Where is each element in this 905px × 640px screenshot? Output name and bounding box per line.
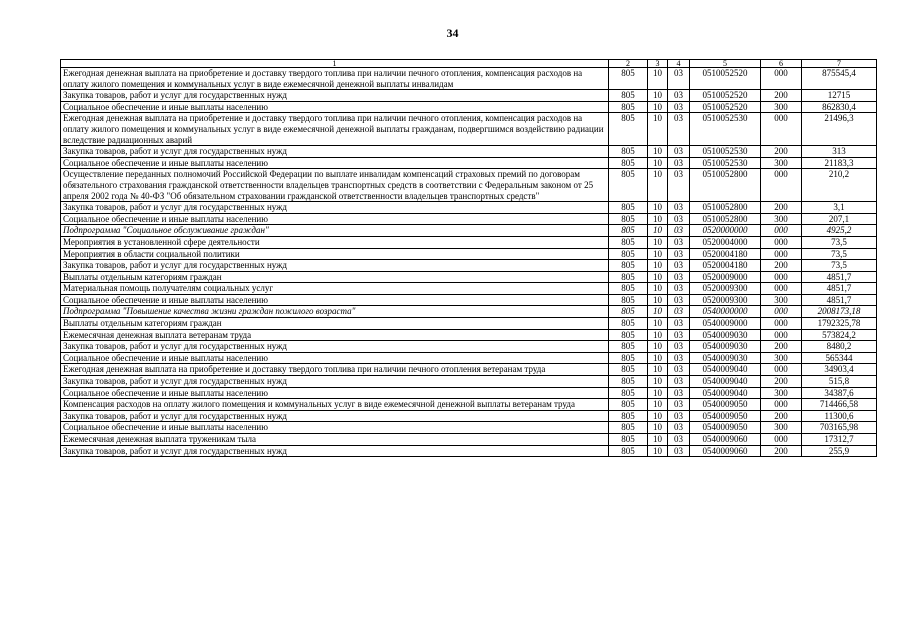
row-name: Социальное обеспечение и иные выплаты населению bbox=[61, 387, 609, 399]
row-section-code: 10 bbox=[648, 329, 668, 341]
table-row bbox=[61, 410, 877, 422]
table-body bbox=[61, 68, 877, 457]
row-amount: 21496,3 bbox=[802, 113, 877, 146]
table-row bbox=[61, 387, 877, 399]
table-row bbox=[61, 422, 877, 434]
row-name: Мероприятия в области социальной политики bbox=[61, 248, 609, 260]
row-name: Закупка товаров, работ и услуг для государственных нужд bbox=[61, 202, 609, 214]
row-subsection-code: 03 bbox=[668, 101, 690, 113]
row-expense-type: 000 bbox=[761, 236, 802, 248]
budget-table bbox=[60, 59, 877, 457]
row-amount: 4851,7 bbox=[802, 271, 877, 283]
row-subsection-code: 03 bbox=[668, 294, 690, 306]
row-ministry-code: 805 bbox=[609, 364, 648, 376]
table-row bbox=[61, 213, 877, 225]
row-target-code: 0520009300 bbox=[690, 283, 761, 295]
row-expense-type: 300 bbox=[761, 213, 802, 225]
row-amount: 34387,6 bbox=[802, 387, 877, 399]
row-ministry-code: 805 bbox=[609, 329, 648, 341]
row-target-code: 0510052800 bbox=[690, 213, 761, 225]
row-target-code: 0510052800 bbox=[690, 202, 761, 214]
table-row bbox=[61, 169, 877, 202]
row-name: Ежемесячная денежная выплата ветеранам труда bbox=[61, 329, 609, 341]
row-expense-type: 000 bbox=[761, 225, 802, 237]
row-section-code: 10 bbox=[648, 169, 668, 202]
row-section-code: 10 bbox=[648, 364, 668, 376]
row-amount: 12715 bbox=[802, 90, 877, 102]
row-ministry-code: 805 bbox=[609, 376, 648, 388]
row-amount: 17312,7 bbox=[802, 434, 877, 446]
table-row bbox=[61, 146, 877, 158]
row-expense-type: 300 bbox=[761, 294, 802, 306]
row-name: Закупка товаров, работ и услуг для государственных нужд bbox=[61, 146, 609, 158]
column-header: 2 bbox=[609, 60, 648, 68]
row-amount: 21183,3 bbox=[802, 157, 877, 169]
table-row bbox=[61, 202, 877, 214]
row-section-code: 10 bbox=[648, 306, 668, 318]
row-target-code: 0520009300 bbox=[690, 294, 761, 306]
row-target-code: 0540009060 bbox=[690, 445, 761, 457]
row-section-code: 10 bbox=[648, 352, 668, 364]
row-name: Закупка товаров, работ и услуг для государственных нужд bbox=[61, 376, 609, 388]
row-expense-type: 000 bbox=[761, 68, 802, 90]
column-header: 5 bbox=[690, 60, 761, 68]
row-section-code: 10 bbox=[648, 236, 668, 248]
row-amount: 714466,58 bbox=[802, 399, 877, 411]
row-ministry-code: 805 bbox=[609, 294, 648, 306]
row-name: Ежегодная денежная выплата на приобретение и доставку твердого топлива при наличии печного отопления ветеранам труда bbox=[61, 364, 609, 376]
row-subsection-code: 03 bbox=[668, 90, 690, 102]
table-row bbox=[61, 68, 877, 90]
row-expense-type: 000 bbox=[761, 306, 802, 318]
table-row bbox=[61, 225, 877, 237]
row-section-code: 10 bbox=[648, 213, 668, 225]
column-header: 7 bbox=[802, 60, 877, 68]
row-amount: 207,1 bbox=[802, 213, 877, 225]
row-amount: 73,5 bbox=[802, 248, 877, 260]
row-ministry-code: 805 bbox=[609, 445, 648, 457]
row-amount: 34903,4 bbox=[802, 364, 877, 376]
row-ministry-code: 805 bbox=[609, 271, 648, 283]
row-section-code: 10 bbox=[648, 318, 668, 330]
row-ministry-code: 805 bbox=[609, 68, 648, 90]
table-row bbox=[61, 90, 877, 102]
row-target-code: 0520004000 bbox=[690, 236, 761, 248]
row-expense-type: 000 bbox=[761, 169, 802, 202]
row-ministry-code: 805 bbox=[609, 101, 648, 113]
row-ministry-code: 805 bbox=[609, 248, 648, 260]
row-target-code: 0540009030 bbox=[690, 352, 761, 364]
row-name: Мероприятия в установленной сфере деятельности bbox=[61, 236, 609, 248]
row-amount: 3,1 bbox=[802, 202, 877, 214]
row-expense-type: 000 bbox=[761, 364, 802, 376]
row-subsection-code: 03 bbox=[668, 445, 690, 457]
row-amount: 573824,2 bbox=[802, 329, 877, 341]
row-target-code: 0510052530 bbox=[690, 157, 761, 169]
table-row bbox=[61, 376, 877, 388]
row-subsection-code: 03 bbox=[668, 306, 690, 318]
row-ministry-code: 805 bbox=[609, 318, 648, 330]
table-row bbox=[61, 294, 877, 306]
row-name: Ежемесячная денежная выплата труженикам тыла bbox=[61, 434, 609, 446]
column-header: 4 bbox=[668, 60, 690, 68]
table-row bbox=[61, 306, 877, 318]
row-amount: 4851,7 bbox=[802, 294, 877, 306]
row-subsection-code: 03 bbox=[668, 113, 690, 146]
row-subsection-code: 03 bbox=[668, 248, 690, 260]
row-ministry-code: 805 bbox=[609, 236, 648, 248]
row-name: Материальная помощь получателям социальных услуг bbox=[61, 283, 609, 295]
table-row bbox=[61, 260, 877, 272]
row-section-code: 10 bbox=[648, 101, 668, 113]
row-section-code: 10 bbox=[648, 399, 668, 411]
table-row bbox=[61, 341, 877, 353]
row-name: Ежегодная денежная выплата на приобретение и доставку твердого топлива при наличии печного отопления, компенсация расходов на оплату жилого помещения и коммунальных услуг в виде ежемесячной денежной выплаты гражданам, подвергшимся воздействию радиации вследствие радиационных аварий bbox=[61, 113, 609, 146]
row-expense-type: 300 bbox=[761, 157, 802, 169]
row-target-code: 0540009040 bbox=[690, 364, 761, 376]
row-expense-type: 200 bbox=[761, 341, 802, 353]
row-ministry-code: 805 bbox=[609, 306, 648, 318]
row-expense-type: 200 bbox=[761, 410, 802, 422]
row-expense-type: 300 bbox=[761, 387, 802, 399]
row-target-code: 0510052520 bbox=[690, 90, 761, 102]
row-amount: 4851,7 bbox=[802, 283, 877, 295]
row-subsection-code: 03 bbox=[668, 329, 690, 341]
table-row bbox=[61, 113, 877, 146]
row-expense-type: 000 bbox=[761, 248, 802, 260]
row-name: Социальное обеспечение и иные выплаты населению bbox=[61, 422, 609, 434]
row-ministry-code: 805 bbox=[609, 113, 648, 146]
row-section-code: 10 bbox=[648, 434, 668, 446]
row-subsection-code: 03 bbox=[668, 318, 690, 330]
row-amount: 255,9 bbox=[802, 445, 877, 457]
row-subsection-code: 03 bbox=[668, 341, 690, 353]
row-subsection-code: 03 bbox=[668, 202, 690, 214]
row-name: Выплаты отдельным категориям граждан bbox=[61, 271, 609, 283]
row-ministry-code: 805 bbox=[609, 434, 648, 446]
table-row bbox=[61, 434, 877, 446]
row-amount: 4925,2 bbox=[802, 225, 877, 237]
row-amount: 2008173,18 bbox=[802, 306, 877, 318]
row-amount: 8480,2 bbox=[802, 341, 877, 353]
row-amount: 565344 bbox=[802, 352, 877, 364]
row-target-code: 0510052800 bbox=[690, 169, 761, 202]
row-name: Осуществление переданных полномочий Российской Федерации по выплате инвалидам компенсаций страховых премий по договорам обязательного страхования гражданской ответственности владельцев транспортных средств в соответствии с Федеральным законом от 25 апреля 2002 года № 40-ФЗ "Об обязательном страховании гражданской ответственности владельцев транспортных средств" bbox=[61, 169, 609, 202]
row-section-code: 10 bbox=[648, 260, 668, 272]
row-subsection-code: 03 bbox=[668, 422, 690, 434]
row-name: Социальное обеспечение и иные выплаты населению bbox=[61, 352, 609, 364]
column-number-row bbox=[61, 60, 877, 68]
row-target-code: 0540009050 bbox=[690, 422, 761, 434]
row-name: Социальное обеспечение и иные выплаты населению bbox=[61, 213, 609, 225]
row-name: Социальное обеспечение и иные выплаты населению bbox=[61, 157, 609, 169]
row-subsection-code: 03 bbox=[668, 434, 690, 446]
table-row bbox=[61, 271, 877, 283]
row-name: Закупка товаров, работ и услуг для государственных нужд bbox=[61, 90, 609, 102]
row-ministry-code: 805 bbox=[609, 157, 648, 169]
row-section-code: 10 bbox=[648, 283, 668, 295]
row-ministry-code: 805 bbox=[609, 410, 648, 422]
row-name: Выплаты отдельным категориям граждан bbox=[61, 318, 609, 330]
row-section-code: 10 bbox=[648, 90, 668, 102]
row-expense-type: 300 bbox=[761, 101, 802, 113]
row-subsection-code: 03 bbox=[668, 68, 690, 90]
row-expense-type: 000 bbox=[761, 113, 802, 146]
table-row bbox=[61, 101, 877, 113]
row-name: Закупка товаров, работ и услуг для государственных нужд bbox=[61, 341, 609, 353]
row-target-code: 0540009040 bbox=[690, 376, 761, 388]
row-expense-type: 000 bbox=[761, 329, 802, 341]
row-subsection-code: 03 bbox=[668, 399, 690, 411]
row-name: Закупка товаров, работ и услуг для государственных нужд bbox=[61, 260, 609, 272]
row-expense-type: 200 bbox=[761, 260, 802, 272]
row-expense-type: 200 bbox=[761, 202, 802, 214]
row-section-code: 10 bbox=[648, 157, 668, 169]
row-expense-type: 000 bbox=[761, 283, 802, 295]
table-row bbox=[61, 157, 877, 169]
row-amount: 515,8 bbox=[802, 376, 877, 388]
row-expense-type: 000 bbox=[761, 271, 802, 283]
row-target-code: 0540009060 bbox=[690, 434, 761, 446]
row-name: Социальное обеспечение и иные выплаты населению bbox=[61, 101, 609, 113]
row-name: Социальное обеспечение и иные выплаты населению bbox=[61, 294, 609, 306]
row-ministry-code: 805 bbox=[609, 260, 648, 272]
row-expense-type: 200 bbox=[761, 90, 802, 102]
row-name: Подпрограмма "Социальное обслуживание граждан" bbox=[61, 225, 609, 237]
row-subsection-code: 03 bbox=[668, 260, 690, 272]
table-row bbox=[61, 364, 877, 376]
row-amount: 862830,4 bbox=[802, 101, 877, 113]
row-amount: 313 bbox=[802, 146, 877, 158]
column-header: 1 bbox=[61, 60, 609, 68]
row-target-code: 0520004180 bbox=[690, 248, 761, 260]
row-target-code: 0540009000 bbox=[690, 318, 761, 330]
row-amount: 875545,4 bbox=[802, 68, 877, 90]
row-ministry-code: 805 bbox=[609, 90, 648, 102]
column-header: 3 bbox=[648, 60, 668, 68]
row-name: Компенсация расходов на оплату жилого помещения и коммунальных услуг в виде ежемесячной денежной выплаты ветеранам труда bbox=[61, 399, 609, 411]
row-subsection-code: 03 bbox=[668, 376, 690, 388]
row-target-code: 0540009040 bbox=[690, 387, 761, 399]
row-section-code: 10 bbox=[648, 341, 668, 353]
row-amount: 11300,6 bbox=[802, 410, 877, 422]
row-section-code: 10 bbox=[648, 271, 668, 283]
row-amount: 1792325,78 bbox=[802, 318, 877, 330]
row-section-code: 10 bbox=[648, 445, 668, 457]
row-section-code: 10 bbox=[648, 248, 668, 260]
row-target-code: 0540000000 bbox=[690, 306, 761, 318]
row-expense-type: 200 bbox=[761, 445, 802, 457]
row-ministry-code: 805 bbox=[609, 146, 648, 158]
row-expense-type: 300 bbox=[761, 422, 802, 434]
table-row bbox=[61, 236, 877, 248]
table-row bbox=[61, 248, 877, 260]
row-section-code: 10 bbox=[648, 294, 668, 306]
row-expense-type: 000 bbox=[761, 318, 802, 330]
row-section-code: 10 bbox=[648, 113, 668, 146]
row-subsection-code: 03 bbox=[668, 213, 690, 225]
row-target-code: 0510052530 bbox=[690, 146, 761, 158]
row-target-code: 0540009050 bbox=[690, 399, 761, 411]
row-section-code: 10 bbox=[648, 68, 668, 90]
row-amount: 73,5 bbox=[802, 260, 877, 272]
page-number: 34 bbox=[446, 26, 459, 40]
row-subsection-code: 03 bbox=[668, 410, 690, 422]
row-ministry-code: 805 bbox=[609, 169, 648, 202]
row-target-code: 0510052520 bbox=[690, 101, 761, 113]
row-target-code: 0520004180 bbox=[690, 260, 761, 272]
row-expense-type: 200 bbox=[761, 376, 802, 388]
row-name: Ежегодная денежная выплата на приобретение и доставку твердого топлива при наличии печного отопления, компенсация расходов на оплату жилого помещения и коммунальных услуг в виде ежемесячной денежной выплаты инвалидам bbox=[61, 68, 609, 90]
row-expense-type: 000 bbox=[761, 399, 802, 411]
row-subsection-code: 03 bbox=[668, 225, 690, 237]
row-ministry-code: 805 bbox=[609, 341, 648, 353]
row-ministry-code: 805 bbox=[609, 387, 648, 399]
row-ministry-code: 805 bbox=[609, 352, 648, 364]
row-ministry-code: 805 bbox=[609, 225, 648, 237]
row-ministry-code: 805 bbox=[609, 399, 648, 411]
row-ministry-code: 805 bbox=[609, 283, 648, 295]
row-subsection-code: 03 bbox=[668, 271, 690, 283]
table-row bbox=[61, 352, 877, 364]
row-section-code: 10 bbox=[648, 225, 668, 237]
table-row bbox=[61, 399, 877, 411]
row-expense-type: 000 bbox=[761, 434, 802, 446]
row-subsection-code: 03 bbox=[668, 146, 690, 158]
row-target-code: 0540009030 bbox=[690, 329, 761, 341]
row-target-code: 0510052530 bbox=[690, 113, 761, 146]
row-subsection-code: 03 bbox=[668, 236, 690, 248]
row-name: Закупка товаров, работ и услуг для государственных нужд bbox=[61, 445, 609, 457]
row-section-code: 10 bbox=[648, 410, 668, 422]
row-subsection-code: 03 bbox=[668, 157, 690, 169]
table-row bbox=[61, 283, 877, 295]
row-target-code: 0540009030 bbox=[690, 341, 761, 353]
row-target-code: 0510052520 bbox=[690, 68, 761, 90]
row-expense-type: 200 bbox=[761, 146, 802, 158]
table-row bbox=[61, 318, 877, 330]
row-section-code: 10 bbox=[648, 376, 668, 388]
row-ministry-code: 805 bbox=[609, 202, 648, 214]
row-section-code: 10 bbox=[648, 422, 668, 434]
row-section-code: 10 bbox=[648, 202, 668, 214]
row-amount: 703165,98 bbox=[802, 422, 877, 434]
row-section-code: 10 bbox=[648, 146, 668, 158]
row-expense-type: 300 bbox=[761, 352, 802, 364]
row-target-code: 0540009050 bbox=[690, 410, 761, 422]
row-amount: 73,5 bbox=[802, 236, 877, 248]
row-target-code: 0520009000 bbox=[690, 271, 761, 283]
row-subsection-code: 03 bbox=[668, 283, 690, 295]
row-subsection-code: 03 bbox=[668, 169, 690, 202]
row-subsection-code: 03 bbox=[668, 364, 690, 376]
row-ministry-code: 805 bbox=[609, 422, 648, 434]
row-subsection-code: 03 bbox=[668, 387, 690, 399]
row-subsection-code: 03 bbox=[668, 352, 690, 364]
column-header: 6 bbox=[761, 60, 802, 68]
table-row bbox=[61, 445, 877, 457]
row-name: Подпрограмма "Повышение качества жизни граждан пожилого возраста" bbox=[61, 306, 609, 318]
row-section-code: 10 bbox=[648, 387, 668, 399]
row-target-code: 0520000000 bbox=[690, 225, 761, 237]
row-ministry-code: 805 bbox=[609, 213, 648, 225]
row-name: Закупка товаров, работ и услуг для государственных нужд bbox=[61, 410, 609, 422]
table-row bbox=[61, 329, 877, 341]
row-amount: 210,2 bbox=[802, 169, 877, 202]
